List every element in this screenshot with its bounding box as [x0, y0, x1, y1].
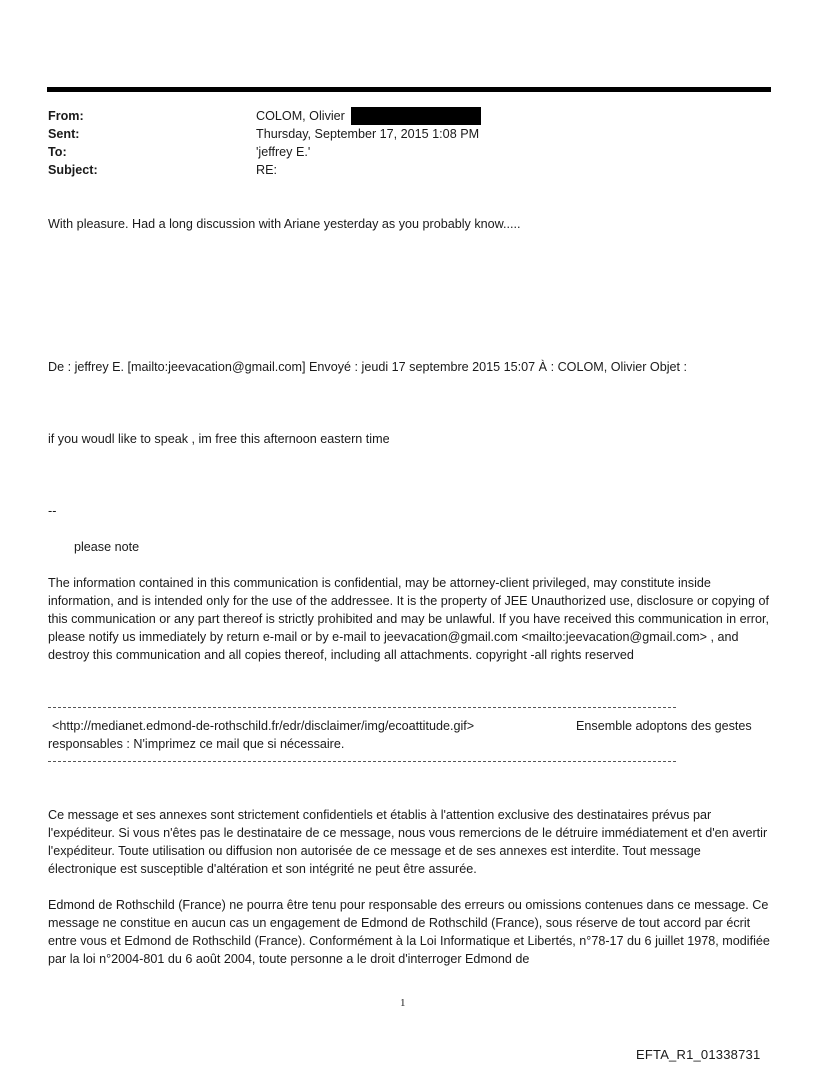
- from-label: From:: [48, 109, 84, 123]
- from-value: [256, 107, 481, 125]
- french-notice-1: Ce message et ses annexes sont strictement confidentiels et établis à l'attention exclusive des destinataires prévus par l'expéditeur. Si vous n'êtes pas le destinataire de ce message, nous vous remercions de le détruire immédiatement et d'en avertir l'expéditeur. Toute utilisation ou diffusion non autorisée de ce message et de ses annexes est interdite. Tout message électronique est susceptible d'altération et son intégrité ne peut être assurée.: [48, 808, 768, 876]
- subject-label: Subject:: [48, 163, 98, 177]
- header-rule: [47, 87, 771, 92]
- reply-text: With pleasure. Had a long discussion with Ariane yesterday as you probably know.....: [48, 217, 521, 231]
- subject-row: [48, 161, 768, 179]
- email-header: [48, 107, 768, 179]
- to-label: To:: [48, 145, 67, 159]
- bates-number: EFTA_R1_01338731: [636, 1047, 761, 1062]
- dashed-separator-top: [48, 707, 676, 708]
- sent-value: Thursday, September 17, 2015 1:08 PM: [256, 127, 480, 141]
- sent-row: [48, 125, 768, 143]
- from-row: [48, 107, 768, 125]
- to-row: [48, 143, 768, 161]
- original-message: if you woudl like to speak , im free this afternoon eastern time: [48, 432, 390, 446]
- page-number: 1: [400, 997, 406, 1009]
- eco-text-2: responsables : N'imprimez ce mail que si nécessaire.: [48, 737, 345, 751]
- signature-dash: --: [48, 504, 57, 518]
- french-notice-2: Edmond de Rothschild (France) ne pourra être tenu pour responsable des erreurs ou omissions contenues dans ce message. Ce message ne constitue en aucun cas un engagement de Edmond de Rothschild (France), sous réserve de tout accord par écrit entre vous et Edmond de Rothschild (France). Conformément à la Loi Informatique et Libertés, n°78-17 du 6 juillet 1978, modifiée par la loi n°2004-801 du 6 août 2004, toute personne a le droit d'interroger Edmond de: [48, 898, 770, 966]
- sender-name: COLOM, Olivier: [256, 109, 345, 123]
- sent-label: Sent:: [48, 127, 80, 141]
- confidential-notice: The information contained in this communication is confidential, may be attorney-client privileged, may constitute inside information, and is intended only for the use of the addressee. It is the property of JEE Unauthorized use, disclosure or copying of this communication or any part thereof is strictly prohibited and may be unlawful. If you have received this communication in error, please notify us immediately by return e-mail or by e-mail to jeevacation@gmail.com <mailto:jeevacation@gmail.com> , and destroy this communication and all copies thereof, including all attachments. copyright -all rights reserved: [48, 576, 770, 662]
- dashed-separator-bottom: [48, 761, 676, 762]
- eco-text-1: Ensemble adoptons des gestes: [576, 719, 752, 733]
- subject-value: RE:: [256, 163, 277, 177]
- redaction-box: [351, 107, 481, 125]
- to-value: 'jeffrey E.': [256, 145, 311, 159]
- please-note: please note: [74, 540, 140, 554]
- forward-header: De : jeffrey E. [mailto:jeevacation@gmail.com] Envoyé : jeudi 17 septembre 2015 15:07 À : COLOM, Olivier Objet :: [48, 360, 688, 374]
- eco-image-link[interactable]: <http://medianet.edmond-de-rothschild.fr/edr/disclaimer/img/ecoattitude.gif>: [52, 719, 475, 733]
